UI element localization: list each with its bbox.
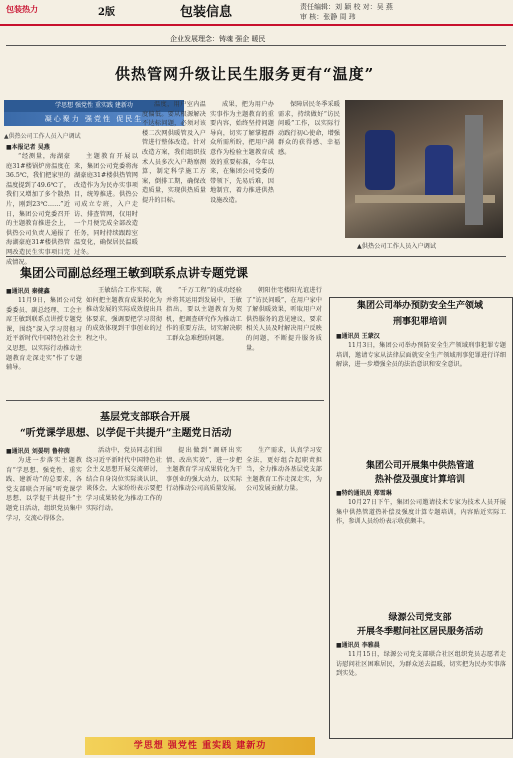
sidebar-body-2: 10月27日下午，集团公司邀请技术专家为技术人员开展集中供热管道热补偿及强度计算专题培训，内容贴近实际工作，参训人员纷纷表示收获颇丰。 — [336, 499, 506, 526]
photo-top-text: 学思想 强党性 重实践 建新功 — [4, 100, 184, 112]
article3-subtitle: “听党课学思想、以学促干共提升”主题党日活动 — [20, 428, 232, 439]
divider — [6, 45, 506, 46]
sidebar-title-1: 集团公司举办预防安全生产领域 — [356, 301, 483, 311]
lead-column-3: 温度，用户室内温度偏低。要从根源解决不达标问题，必须对该楼二次网供暖管及入户管进行整体改造。针对改造方案，我们组织技术人员多次入户勘察测算，制定科学施工方案，倒排工期，确保改造质量，实现供热质量提升的目标。 — [142, 101, 206, 204]
sidebar-byline-1: ■通讯员 王蒙汉 — [336, 333, 380, 340]
banner-text: 学思想 强党性 重实践 建新功 — [133, 741, 267, 751]
page-title: 包装信息 — [180, 5, 233, 20]
sidebar-byline-2: ■特约通讯员 郑雪琳 — [336, 490, 392, 497]
worker-figure — [425, 145, 453, 200]
article3-column-3: 提出做到“调研出实情、改出实效”，进一步把主题教育学习成果转化为干事创业的强大动力，以实际行动推动公司高质量发展。 — [166, 447, 242, 493]
sidebar-title-1b: 刑事犯罪培训 — [392, 317, 447, 327]
editor-info — [300, 2, 393, 22]
lead-column-5: 保障居民冬季采暖需求，持续做好“访民问暖”工作，以实际行动践行初心使命，增强群众的获得感、幸福感。 — [278, 101, 340, 156]
article3-column-2: 活动中，党员同志们围绕习近平新时代中国特色社会主义思想开展交流研讨，结合自身岗位实际谈认识、谈体会，大家纷纷表示要把学习成果转化为推动工作的实际行动。 — [86, 447, 162, 512]
article3-title: 基层党支部联合开展 — [100, 412, 190, 423]
pipe — [465, 115, 483, 225]
sidebar-body-1: 11月3日，集团公司举办预防安全生产领域刑事犯罪专题培训，邀请专家从法律层面就安全生产领域刑事犯罪进行详细解读，进一步增强全员的法治意识和安全意识。 — [336, 342, 506, 369]
lead-byline: ■本报记者 吴燕 — [6, 144, 50, 151]
sidebar-title-2a: 集团公司开展集中供热管道 — [365, 461, 474, 471]
article2-column-3: “千万工程”的成功经验并将其运用到发展中，王敏指出，要以主题教育为契机，把调查研究作为推动工作的重要方法，切实解决职工群众急难愁盼问题。 — [166, 287, 242, 342]
photo-caption-right: ▲供热公司工作人员入户调试 — [357, 243, 437, 250]
article2-column-2: 王敏结合工作实际，就如何把主题教育成果转化为推动发展的实际成效提出具体要求，强调要把学习贯彻的成效体现到干事创业的过程之中。 — [86, 287, 162, 342]
worker-figure — [365, 130, 395, 190]
sidebar-body-3: 11月15日，绿源公司党支部联合社区组织党员志愿者走访慰问社区困难居民，为群众送去温暖，切实把为民办实事落到实处。 — [336, 651, 506, 678]
editor-line: 责任编辑：刘 颖 校 对：吴 燕 — [300, 3, 393, 11]
section-name: 包装热力 — [6, 4, 38, 14]
divider — [6, 400, 324, 401]
article3-column-4: 生产需求，认真学习安全法，更好组合起职责担当，全力推动各基层党支部主题教育工作走深走实，为公司发展贡献力量。 — [246, 447, 322, 493]
sidebar-title-2b: 热补偿及强度计算培训 — [374, 475, 465, 485]
lead-column-1: “经测量，海湖豪庭31#楼锅炉房温度在36.5℃，我们把家里的温度提到了49.6℃了，我们又增加了多个散热片，刚到23℃……”近日，集团公司党委召开的主题教育推进会上，供热公司负责人通报了海湖豪庭31#楼供热管网改造民生实事项目完成情况。 — [6, 153, 71, 266]
divider — [6, 256, 506, 257]
company-slogan: 企业发展理念：铸魂 强企 暖民 — [170, 35, 266, 43]
review-line: 审 核：张静 周 玮 — [300, 13, 356, 21]
sidebar-title-3b: 开展冬季慰问社区居民服务活动 — [356, 627, 483, 637]
article2-column-4: 朝阳住宅楼阳光谊进行了“访民问暖”，在用户家中了解供暖效果，听取用户对供热服务的意见建议，要求相关人员及时解决用户反映的问题，不断提升服务质量。 — [246, 287, 322, 352]
lead-column-4: 成果，把为用户办实事作为主题教育的重要内容，始终坚持问题导向，切实了解掌握群众所需所盼，把用户满意作为检验主题教育成效的重要标准，今年以来，在集团公司党委的带领下，先易后难，因地制宜，着力推进供热设施改造。 — [210, 101, 274, 204]
sidebar-title-3a: 绿源公司党支部 — [388, 613, 452, 623]
photo-caption: ▲供热公司工作人员入户调试 — [4, 133, 81, 140]
article2-byline: ■通讯员 秦健鑫 — [6, 288, 50, 295]
heating-photo — [345, 100, 503, 238]
sidebar-byline-3: ■通讯员 李雅晨 — [336, 642, 380, 649]
article2-column-1: 11月9日，集团公司党委委员、副总经理、工会主席王敏到联系点讲授专题党课，围绕“深入学习贯彻习近平新时代中国特色社会主义思想，以实际行动推动主题教育走深走实”作了专题辅导。 — [6, 297, 82, 372]
photo-bottom-text: 凝心聚力 强党性 促民生 — [44, 115, 144, 123]
page-number: 2版 — [98, 7, 115, 18]
article3-byline: ■通讯员 刘晏明 鲁梓茵 — [6, 448, 70, 455]
lead-column-2: 主题教育开展以来，集团公司党委将海湖豪庭31#楼供热管网改造作为为民办实事项目，统筹推进。供热公司成立专班，入户走访、排查管网，仅用时一个月便完成全部改造任务，同时持续跟踪室温变化，确保居民温暖过冬。 — [74, 153, 138, 256]
header-rule — [0, 24, 513, 26]
article2-title: 集团公司副总经理王敏到联系点讲专题党课 — [20, 266, 249, 280]
slogan-banner — [85, 737, 315, 755]
article3-column-1: 为进一步落实主题教育“学思想、强党性、重实践、建新功”的总要求，各党支部联合开展“听党课学思想、以学促干共提升”主题党日活动，组织党员集中学习，交流心得体会。 — [6, 457, 82, 522]
lead-headline: 供热管网升级让民生服务更有“温度” — [115, 65, 375, 83]
